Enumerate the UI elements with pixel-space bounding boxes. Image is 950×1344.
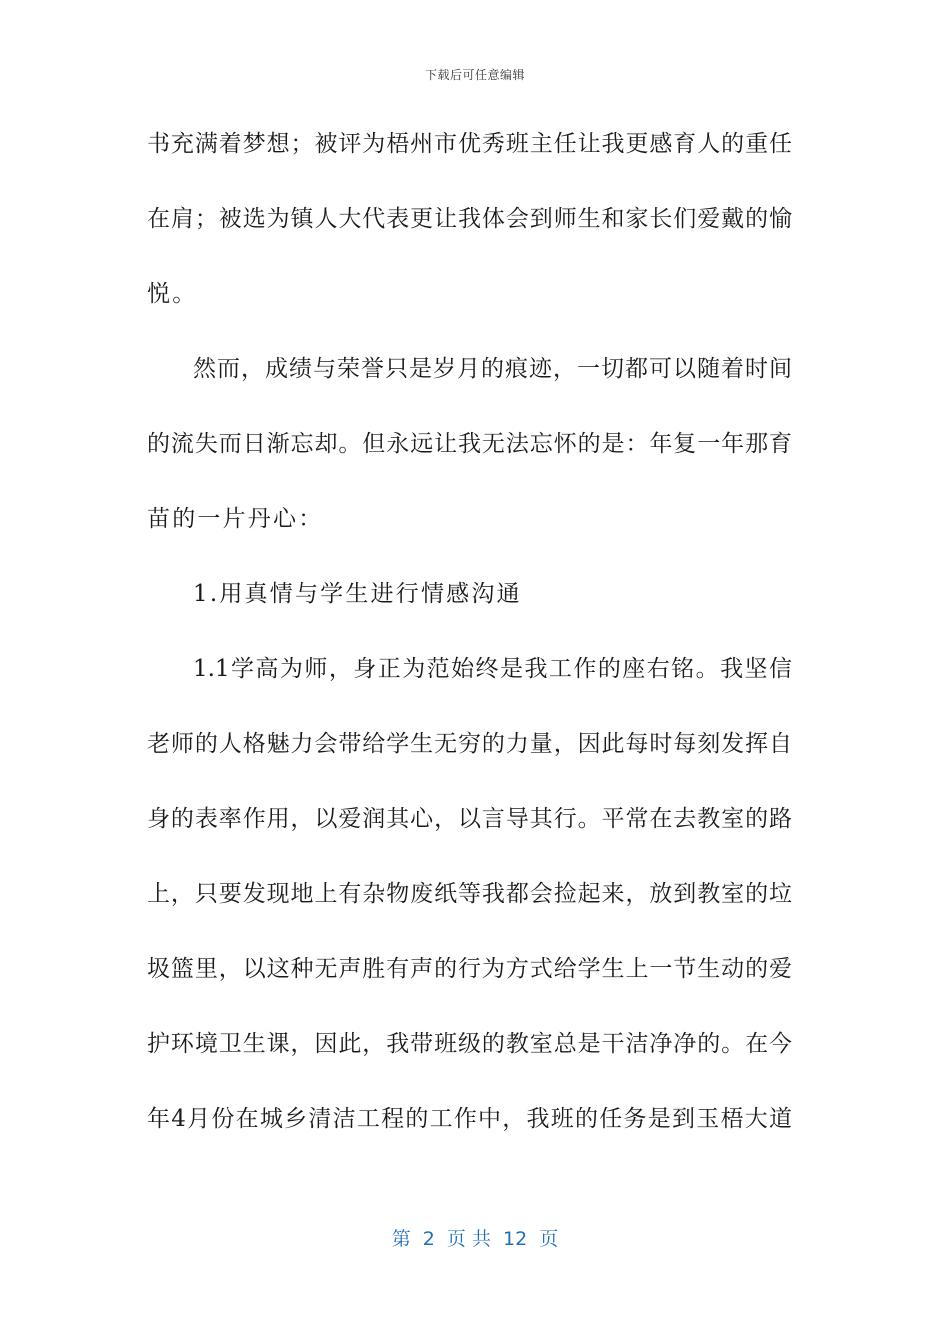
page-number-footer: 第 2 页 共 12 页	[391, 1228, 559, 1250]
text-line: 圾篮里，以这种无声胜有声的行为方式给学生上一节生动的爱	[147, 956, 792, 982]
text-line: 护环境卫生课，因此，我带班级的教室总是干洁净净的。在今	[147, 1031, 792, 1057]
text-line: 在肩；被选为镇人大代表更让我体会到师生和家长们爱戴的愉	[147, 206, 792, 232]
text-line: 年4月份在城乡清洁工程的工作中，我班的任务是到玉梧大道	[147, 1106, 792, 1132]
text-line: 苗的一片丹心：	[147, 506, 324, 532]
text-line: 书充满着梦想；被评为梧州市优秀班主任让我更感育人的重任	[147, 131, 792, 157]
section-heading: 1.用真情与学生进行情感沟通	[193, 581, 522, 607]
text-line: 老师的人格魅力会带给学生无穷的力量，因此每时每刻发挥自	[147, 731, 792, 757]
text-line: 上，只要发现地上有杂物废纸等我都会捡起来，放到教室的垃	[147, 881, 792, 907]
text-line: 悦。	[147, 281, 198, 307]
text-line: 的流失而日渐忘却。但永远让我无法忘怀的是：年复一年那育	[147, 431, 792, 457]
page-header: 下载后可任意编辑	[424, 68, 525, 82]
text-line: 1.1学高为师，身正为范始终是我工作的座右铭。我坚信	[193, 656, 792, 682]
text-line: 然而，成绩与荣誉只是岁月的痕迹，一切都可以随着时间	[193, 356, 792, 382]
text-line: 身的表率作用，以爱润其心，以言导其行。平常在去教室的路	[147, 806, 792, 832]
